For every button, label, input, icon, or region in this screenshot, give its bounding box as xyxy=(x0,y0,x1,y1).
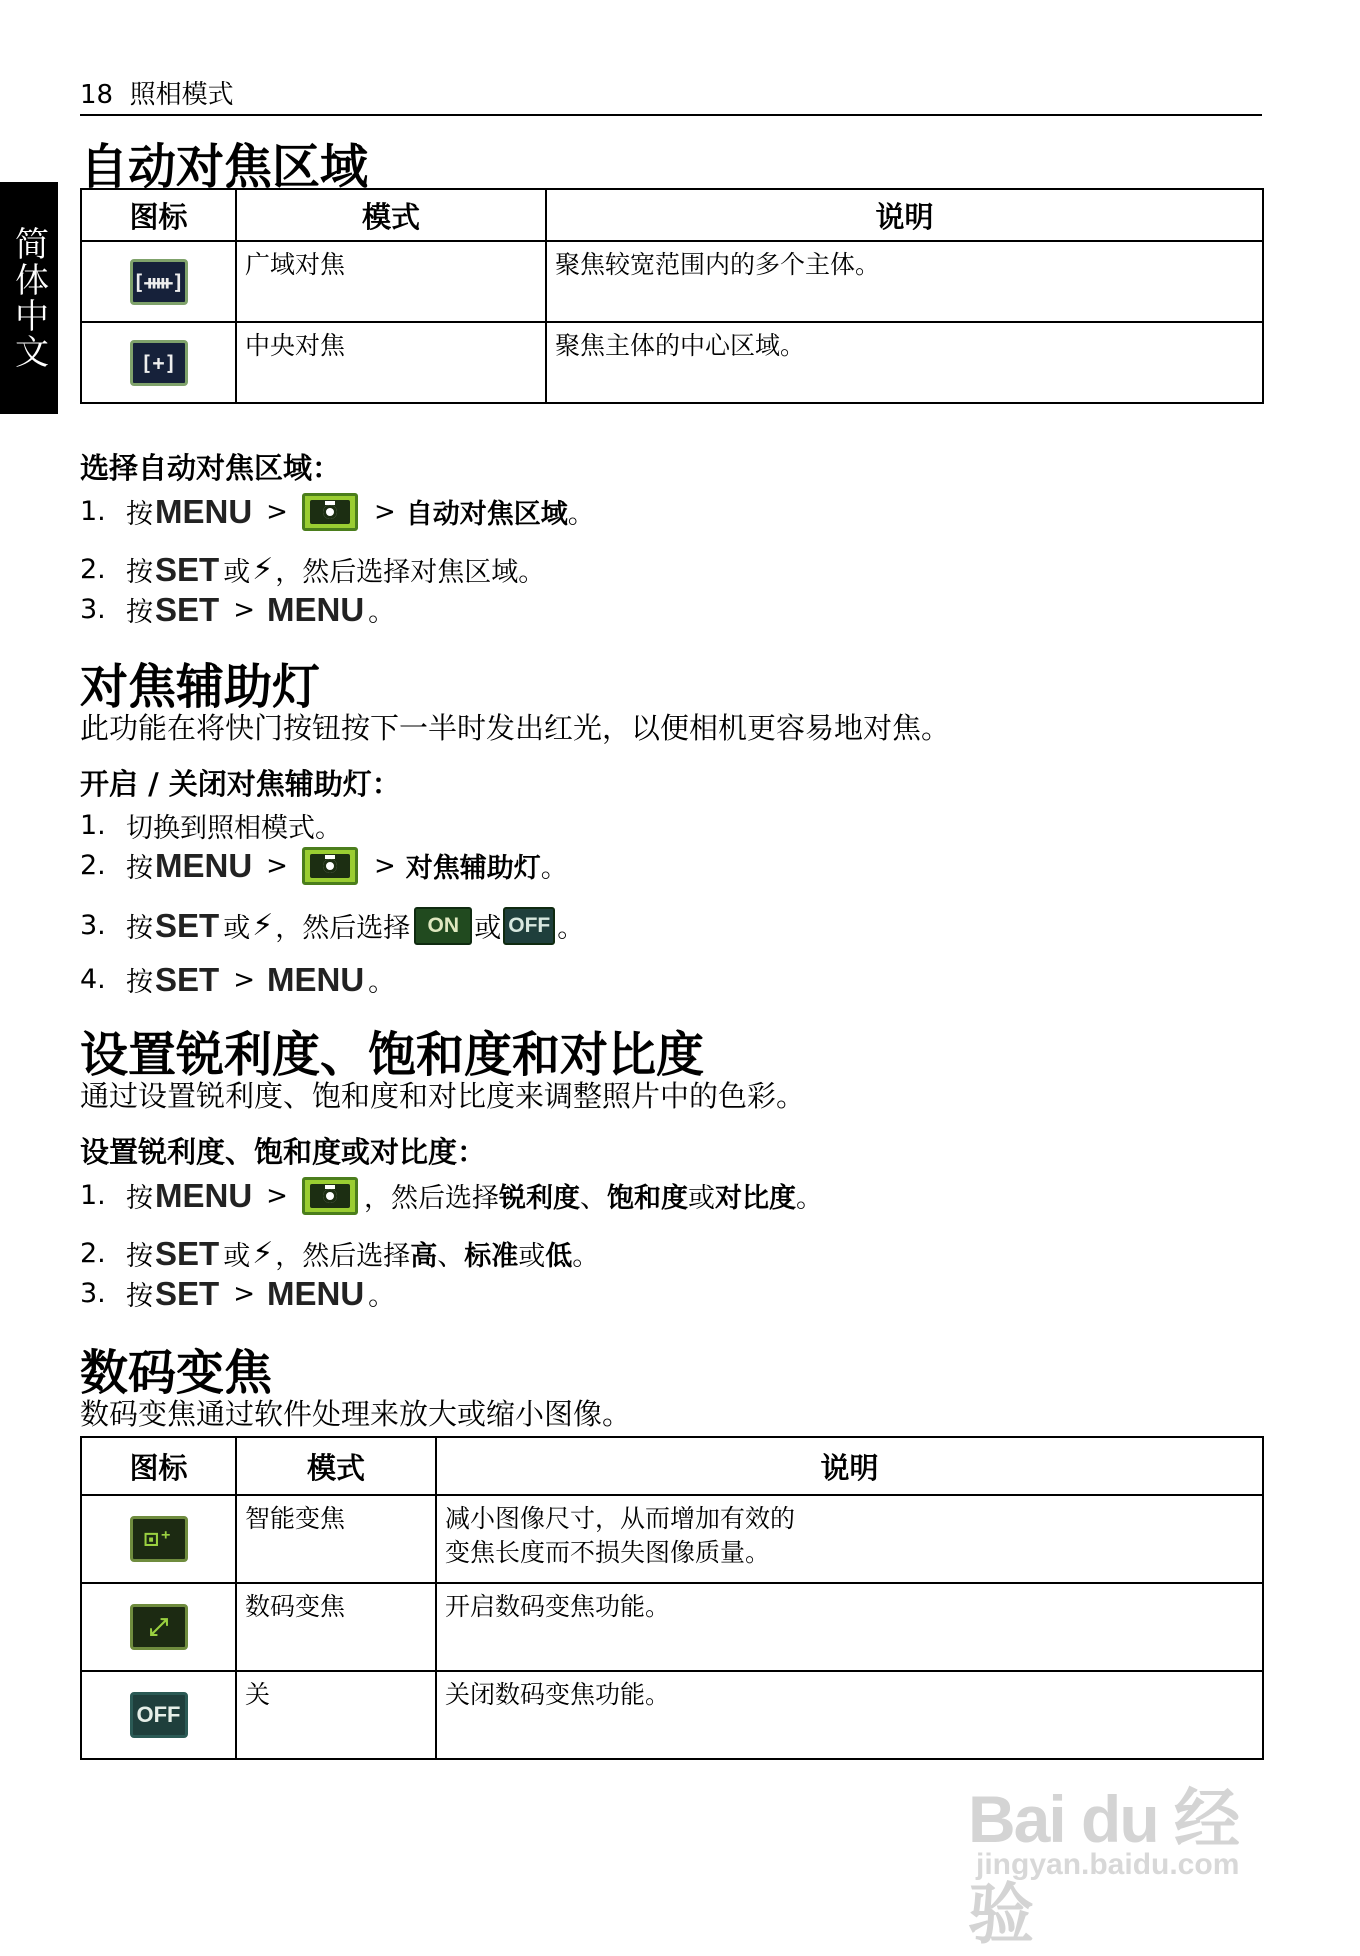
col-header-desc: 说明 xyxy=(436,1437,1263,1495)
zoom-off-icon: OFF xyxy=(130,1692,188,1738)
menu-key: MENU xyxy=(266,1274,365,1312)
col-header-icon: 图标 xyxy=(81,1437,236,1495)
table-row xyxy=(81,1671,1263,1759)
af-area-step-1: 1. 按 MENU > > 自动对焦区域 。 xyxy=(80,492,595,530)
digital-zoom-title: 数码变焦 xyxy=(80,1345,273,1401)
smart-zoom-icon: ⊡⁺ xyxy=(130,1516,188,1562)
header-rule xyxy=(80,114,1262,116)
af-assist-subtitle: 开启 / 关闭对焦辅助灯： xyxy=(80,767,401,801)
flash-icon: ⚡ xyxy=(252,552,274,587)
af-assist-step-3: 3. 按 SET 或 ⚡ ，然后选择 ON 或 OFF 。 xyxy=(80,906,585,944)
table-row xyxy=(81,322,1263,403)
af-area-table xyxy=(80,188,1264,404)
camera-mode-icon xyxy=(302,1177,358,1215)
af-assist-desc: 此功能在将快门按钮按下一半时发出红光，以便相机更容易地对焦。 xyxy=(80,711,951,745)
sharpness-step-2: 2. 按 SET 或 ⚡ ，然后选择 高 、 标准 或 低 。 xyxy=(80,1234,600,1272)
menu-key: MENU xyxy=(155,846,253,884)
wide-af-icon: [ᚔ] xyxy=(130,259,188,305)
sharpness-desc: 通过设置锐利度、饱和度和对比度来调整照片中的色彩。 xyxy=(80,1079,806,1113)
page-header xyxy=(80,74,234,111)
set-key: SET xyxy=(155,590,220,628)
table-header-row xyxy=(81,1437,1263,1495)
col-header-icon: 图标 xyxy=(81,189,236,241)
flash-icon: ⚡ xyxy=(252,1236,274,1271)
table-row xyxy=(81,1495,1263,1583)
desc-cell: 关闭数码变焦功能。 xyxy=(436,1671,1263,1759)
side-language-tab: 简体中文 xyxy=(0,182,58,414)
desc-cell: 聚焦较宽范围内的多个主体。 xyxy=(546,241,1263,322)
af-area-title: 自动对焦区域 xyxy=(80,139,369,195)
camera-mode-icon xyxy=(302,847,358,885)
digital-zoom-desc: 数码变焦通过软件处理来放大或缩小图像。 xyxy=(80,1397,632,1431)
set-key: SET xyxy=(155,550,220,588)
af-area-step-3: 3. 按 SET > MENU 。 xyxy=(80,590,396,628)
chapter-title: 照相模式 xyxy=(129,80,234,110)
af-assist-title: 对焦辅助灯 xyxy=(80,659,321,715)
mode-cell: 广域对焦 xyxy=(236,241,546,322)
center-af-icon: [+] xyxy=(130,340,188,386)
off-option-icon: OFF xyxy=(503,907,555,945)
sharpness-subtitle: 设置锐利度、饱和度或对比度： xyxy=(80,1135,487,1169)
af-assist-step-2: 2. 按 MENU > > 对焦辅助灯 。 xyxy=(80,846,568,884)
mode-cell: 中央对焦 xyxy=(236,322,546,403)
af-assist-step-1: 1. 切换到照相模式。 xyxy=(80,810,342,844)
table-row xyxy=(81,1583,1263,1671)
sharpness-title: 设置锐利度、饱和度和对比度 xyxy=(80,1027,705,1083)
menu-key: MENU xyxy=(266,960,365,998)
table-header-row xyxy=(81,189,1263,241)
baidu-watermark: Bai du 经验 jingyan.baidu.com xyxy=(968,1782,1240,1951)
desc-cell: 聚焦主体的中心区域。 xyxy=(546,322,1263,403)
digital-zoom-icon: ⤢ xyxy=(130,1604,188,1650)
mode-cell: 关 xyxy=(236,1671,436,1759)
sharpness-step-3: 3. 按 SET > MENU 。 xyxy=(80,1274,396,1312)
set-key: SET xyxy=(155,1234,220,1272)
mode-cell: 数码变焦 xyxy=(236,1583,436,1671)
desc-cell: 开启数码变焦功能。 xyxy=(436,1583,1263,1671)
af-assist-step-4: 4. 按 SET > MENU 。 xyxy=(80,960,396,998)
table-row xyxy=(81,241,1263,322)
page-number: 18 xyxy=(80,80,114,110)
mode-cell: 智能变焦 xyxy=(236,1495,436,1583)
camera-mode-icon xyxy=(302,493,358,531)
col-header-mode: 模式 xyxy=(236,189,546,241)
af-area-step-2: 2. 按 SET 或 ⚡ ，然后选择对焦区域。 xyxy=(80,550,546,588)
sharpness-step-1: 1. 按 MENU > ，然后选择 锐利度 、 饱和度 或 对比度 。 xyxy=(80,1176,823,1214)
on-option-icon: ON xyxy=(414,907,472,945)
col-header-mode: 模式 xyxy=(236,1437,436,1495)
set-key: SET xyxy=(155,1274,220,1312)
flash-icon: ⚡ xyxy=(252,908,274,943)
set-key: SET xyxy=(155,906,220,944)
menu-key: MENU xyxy=(155,1176,253,1214)
menu-key: MENU xyxy=(155,492,253,530)
desc-cell: 减小图像尺寸，从而增加有效的 变焦长度而不损失图像质量。 xyxy=(436,1495,1263,1583)
col-header-desc: 说明 xyxy=(546,189,1263,241)
af-area-subtitle: 选择自动对焦区域： xyxy=(80,451,342,485)
digital-zoom-table xyxy=(80,1436,1264,1760)
menu-key: MENU xyxy=(266,590,365,628)
set-key: SET xyxy=(155,960,220,998)
